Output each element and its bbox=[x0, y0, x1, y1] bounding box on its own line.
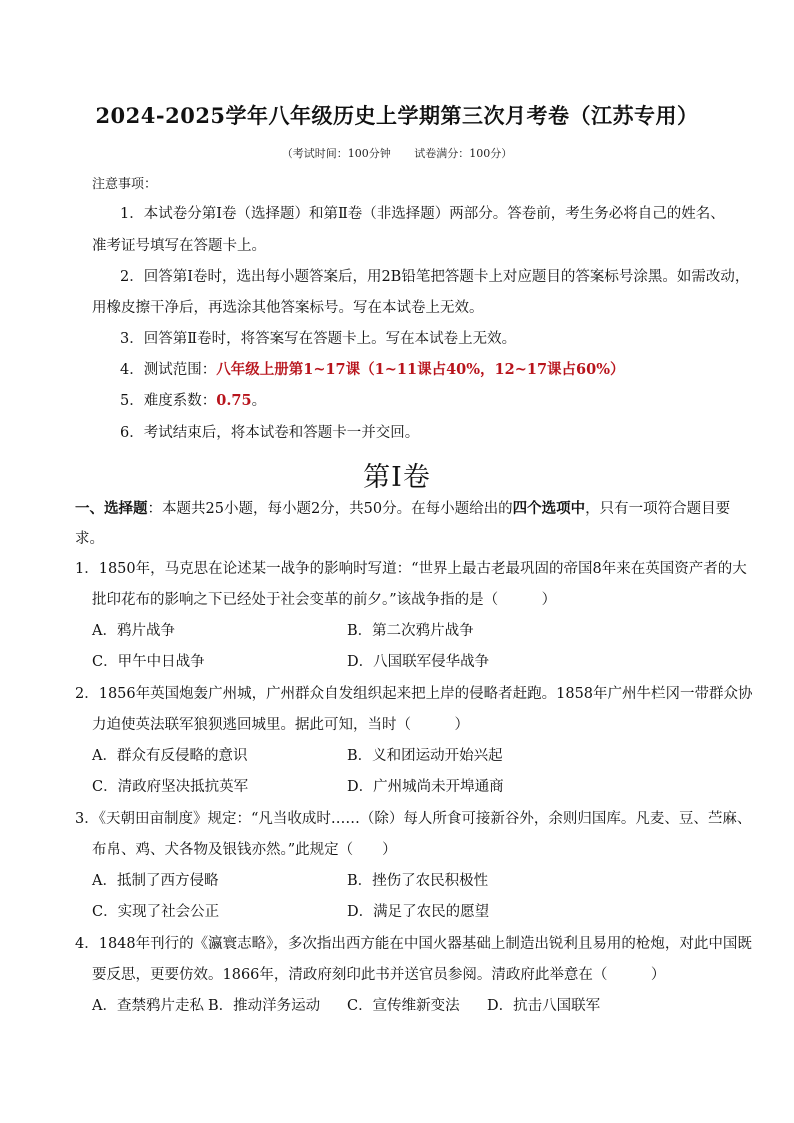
question-1-option-a: A．鸦片战争 bbox=[92, 623, 175, 639]
question-4-line-1: 4．1848年刊行的《瀛寰志略》，多次指出西方能在中国火器基础上制造出锐利且易用的枪炮，对此中国既 bbox=[75, 936, 752, 952]
question-2-line-1: 2．1856年英国炮轰广州城，广州群众自发组织起来把上岸的侵略者赶跑。1858年广州牛栏冈一带群众协 bbox=[75, 686, 753, 702]
question-2-option-d: D．广州城尚未开埠通商 bbox=[347, 779, 504, 795]
part1-intro bbox=[75, 500, 730, 518]
question-4-option-d: D．抗击八国联军 bbox=[487, 998, 601, 1014]
part1-intro-bold-2: 四个选项中 bbox=[512, 500, 586, 517]
section-title: 第Ⅰ卷 bbox=[363, 462, 431, 493]
full-score: 试卷满分：100分） bbox=[414, 147, 513, 160]
question-2-option-c: C．清政府坚决抵抗英军 bbox=[92, 779, 249, 795]
notice-item-6: 6．考试结束后，将本试卷和答题卡一并交回。 bbox=[120, 425, 420, 441]
notice-heading: 注意事项： bbox=[92, 177, 158, 192]
notice-item-2-line-1: 2．回答第Ⅰ卷时，选出每小题答案后，用2B铅笔把答题卡上对应题目的答案标号涂黑。如需改动， bbox=[120, 269, 750, 285]
part1-intro-mid-2: ，只有一项符合题目要 bbox=[585, 501, 731, 517]
notice-item-5-suffix: 。 bbox=[251, 393, 267, 409]
question-4-line-2: 要反思，更要仿效。1866年，清政府刻印此书并送官员参阅。清政府此举意在（ ） bbox=[92, 967, 666, 983]
difficulty-highlight: 0.75 bbox=[216, 392, 252, 409]
question-1-option-d: D．八国联军侵华战争 bbox=[347, 654, 490, 670]
question-3-option-d: D．满足了农民的愿望 bbox=[347, 904, 490, 920]
notice-item-3: 3．回答第Ⅱ卷时，将答案写在答题卡上。写在本试卷上无效。 bbox=[120, 331, 517, 347]
question-2-line-2: 力迫使英法联军狼狈逃回城里。据此可知，当时（ ） bbox=[92, 717, 469, 733]
question-4-option-a: A．查禁鸦片走私 bbox=[92, 998, 204, 1014]
notice-item-4 bbox=[120, 361, 625, 379]
question-2-option-b: B．义和团运动开始兴起 bbox=[347, 748, 503, 764]
notice-item-4-prefix: 4．测试范围： bbox=[120, 362, 217, 378]
exam-time: （考试时间：100分钟 bbox=[281, 147, 391, 160]
question-2-option-a: A．群众有反侵略的意识 bbox=[92, 748, 248, 764]
question-1-option-c: C．甲午中日战争 bbox=[92, 654, 205, 670]
question-1-option-b: B．第二次鸦片战争 bbox=[347, 623, 474, 639]
part1-intro-mid-1: ：本题共25小题，每小题2分，共50分。在每小题给出的 bbox=[147, 501, 513, 517]
notice-item-1-line-1: 1．本试卷分第Ⅰ卷（选择题）和第Ⅱ卷（非选择题）两部分。答卷前，考生务必将自己的姓名、 bbox=[120, 206, 725, 222]
notice-item-5 bbox=[120, 392, 266, 410]
part1-intro-bold-1: 一、选择题 bbox=[75, 500, 148, 517]
question-1-line-1: 1．1850年，马克思在论述某一战争的影响时写道：“世界上最古老最巩固的帝国8年来在英国资产者的大 bbox=[75, 561, 747, 577]
part1-intro-line-2: 求。 bbox=[75, 531, 104, 547]
notice-item-2-line-2: 用橡皮擦干净后，再选涂其他答案标号。写在本试卷上无效。 bbox=[92, 300, 484, 316]
question-3-option-a: A．抵制了西方侵略 bbox=[92, 873, 219, 889]
test-scope-highlight: 八年级上册第1~17课（1~11课占40%，12~17课占60%） bbox=[216, 361, 625, 378]
question-1-line-2: 批印花布的影响之下已经处于社会变革的前夕。”该战争指的是（ ） bbox=[92, 592, 557, 608]
question-3-option-b: B．挫伤了农民积极性 bbox=[347, 873, 489, 889]
exam-title: 2024-2025学年八年级历史上学期第三次月考卷（江苏专用） bbox=[95, 103, 699, 128]
question-4-option-b: B．推动洋务运动 bbox=[208, 998, 321, 1014]
question-3-line-2: 布帛、鸡、犬各物及银钱亦然。”此规定（ ） bbox=[92, 842, 397, 858]
notice-item-5-prefix: 5．难度系数： bbox=[120, 393, 217, 409]
exam-subtitle bbox=[0, 145, 794, 161]
question-4-option-c: C．宣传维新变法 bbox=[347, 998, 460, 1014]
question-3-line-1: 3．《天朝田亩制度》规定：“凡当收成时……（除）每人所食可接新谷外，余则归国库。凡麦、豆、苎麻、 bbox=[75, 811, 752, 827]
notice-item-1-line-2: 准考证号填写在答题卡上。 bbox=[92, 238, 266, 254]
question-3-option-c: C．实现了社会公正 bbox=[92, 904, 220, 920]
